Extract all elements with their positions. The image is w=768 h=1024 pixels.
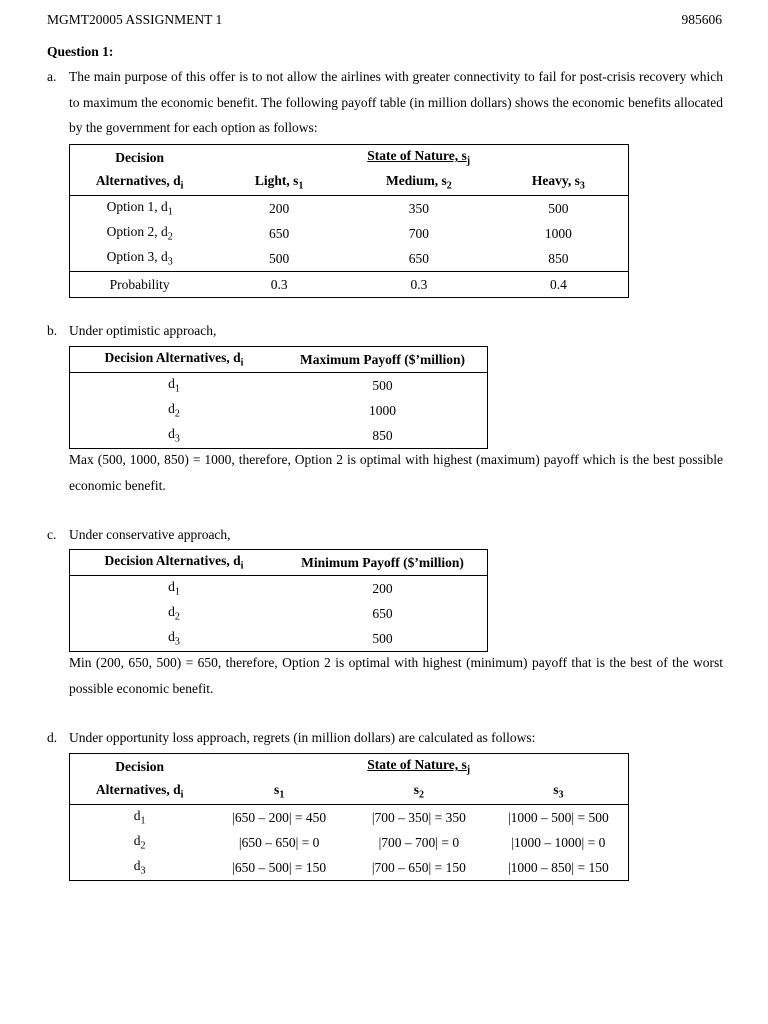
part-b-intro: Under optimistic approach, — [69, 323, 217, 338]
part-b-conclusion: Max (500, 1000, 850) = 1000, therefore, Option 2 is optimal with highest (maximum) payoff which is the best possible economic benefit. — [69, 452, 723, 493]
part-c-conclusion: Min (200, 650, 500) = 650, therefore, Option 2 is optimal with highest (minimum) payoff that is the best of the worst possible economic benefit. — [69, 655, 723, 696]
conservative-table — [69, 549, 488, 652]
part-c-intro: Under conservative approach, — [69, 527, 231, 542]
payoff-state-header: State of Nature, $s_j$ — [367, 148, 471, 167]
optimistic-table — [69, 346, 488, 449]
table-row: $d_2$ 1000 — [168, 401, 396, 420]
payoff-decision-header: Decision — [115, 149, 165, 165]
probability-row: Probability 0.3 0.3 0.4 — [70, 272, 629, 298]
table-row: $d_3$ |650 – 500| = 150 |700 – 650| = 150 |1000 – 850| = 150 — [133, 858, 609, 877]
part-d-label: d. — [47, 730, 58, 745]
table-row: Option 3, $d_3$ 500 650 850 — [106, 249, 569, 268]
table-row: $d_2$ |650 – 650| = 0 |700 – 700| = 0 |1000 – 1000| = 0 — [133, 833, 606, 852]
table-row: $d_3$ 500 — [168, 629, 393, 648]
part-c-label: c. — [47, 527, 57, 542]
question-title: Question 1: — [47, 44, 114, 59]
payoff-heavy-header: Heavy, $s_3$ — [531, 173, 585, 192]
regret-table — [69, 753, 629, 881]
optimistic-header-row: Decision Alternatives, $d_i$ Maximum Payoff ($’million) — [104, 350, 465, 369]
payoff-header-row-2 — [70, 170, 629, 196]
part-a-text: The main purpose of this offer is to not allow the airlines with greater connectivity to fail for post-crisis recovery which to maximum the economic benefit. The following payoff table (in million dollars) shows the economic benefits allocated by the government for each option as follows: — [69, 69, 723, 135]
table-row: $d_1$ 500 — [70, 373, 488, 399]
payoff-table — [69, 144, 629, 298]
part-a-label: a. — [47, 69, 57, 84]
header-id: 985606 — [681, 12, 722, 27]
table-row: $d_1$ 200 — [70, 576, 488, 602]
conservative-header-row: Decision Alternatives, $d_i$ Minimum Payoff ($’million) — [104, 553, 464, 572]
table-row: Option 1, $d_1$ 200 350 500 — [70, 196, 629, 222]
table-row: $d_1$ |650 – 200| = 450 |700 – 350| = 350 |1000 – 500| = 500 — [70, 805, 629, 831]
regret-header-row-2: Alternatives, $d_i$ $s_1$ $s_2$ $s_3$ — [95, 782, 564, 801]
header-course: MGMT20005 ASSIGNMENT 1 — [47, 12, 223, 27]
payoff-light-header: Light, $s_1$ — [254, 173, 304, 192]
payoff-header-row-1 — [70, 145, 629, 171]
part-d-intro: Under opportunity loss approach, regrets (in million dollars) are calculated as follows: — [69, 730, 536, 745]
table-row: $d_3$ 850 — [168, 426, 393, 445]
payoff-alt-header: Alternatives, $d_i$ — [95, 173, 184, 192]
table-row: $d_2$ 650 — [168, 604, 393, 623]
payoff-medium-header: Medium, $s_2$ — [386, 173, 452, 192]
table-row: Option 2, $d_2$ 650 700 1000 — [106, 224, 572, 243]
part-b-label: b. — [47, 323, 58, 338]
regret-header-row-1: Decision State of Nature, $s_j$ — [115, 757, 471, 776]
